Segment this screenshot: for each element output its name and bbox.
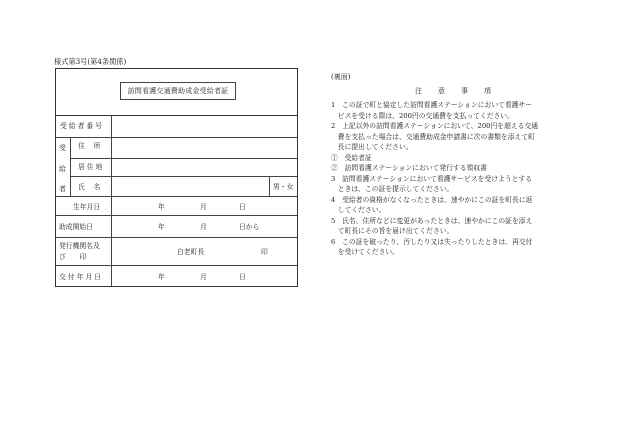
note-line: 長に提出してください。	[331, 143, 413, 151]
birth-year: 年	[158, 203, 165, 211]
name-label: 氏 名	[78, 183, 102, 191]
issuer-value: 白老町長	[177, 248, 205, 256]
column-divider	[269, 176, 270, 196]
row-divider	[56, 137, 297, 138]
back-side-label: (裏面)	[331, 73, 351, 81]
seal-mark: 印	[261, 248, 268, 256]
start-year: 年	[158, 223, 165, 231]
birth-day: 日	[239, 203, 246, 211]
note-line: してください。	[331, 206, 386, 214]
notes-title: 注意事項	[415, 87, 507, 95]
issuer-label-line2: び 印	[59, 253, 87, 261]
issue-month: 月	[200, 273, 207, 281]
birth-month: 月	[200, 203, 207, 211]
recipient-group-label-1: 受	[59, 144, 66, 152]
note-line: 3 訪問看護ステーションにおいて看護サービスを受けようとする	[331, 174, 533, 183]
note-line: 6 この証を破ったり、汚したり又は失ったりしたときは、再交付	[331, 237, 533, 246]
form-number: 様式第3号(第4条関係)	[54, 57, 127, 66]
start-month: 月	[200, 223, 207, 231]
note-line: ときは、この証を提示してください。	[331, 185, 454, 193]
issue-year: 年	[158, 273, 165, 281]
residence-label: 居住地	[78, 163, 105, 171]
column-divider	[111, 115, 112, 286]
note-line: 費を支払った場合は、交通費助成金申請書に次の書類を添えて町	[331, 132, 535, 141]
row-divider	[56, 215, 297, 216]
note-line: て町長にその旨を届け出てください。	[331, 227, 454, 235]
card-title: 訪問看護交通費助成金受給者証	[120, 82, 236, 100]
notes-list	[331, 100, 581, 258]
start-date-label: 助成開始日	[59, 223, 93, 231]
card-title-cell	[56, 69, 297, 116]
recipient-number-label: 受給者番号	[60, 122, 104, 130]
issuer-label-line1: 発行機関名及	[59, 242, 100, 250]
note-line: ② 訪問看護ステーションにおいて発行する領収書	[331, 164, 487, 172]
note-line: ビスを受ける際は、200円の交通費を支払ってください。	[331, 111, 514, 120]
note-line: ① 受給者証	[331, 153, 372, 162]
row-divider	[70, 158, 297, 159]
note-line: 5 氏名、住所などに変更があったときは、速やかにこの証を添え	[331, 216, 533, 225]
row-divider	[56, 237, 297, 238]
gender-value: 男・女	[273, 183, 294, 191]
issue-date-label: 交付年月日	[59, 273, 103, 281]
note-line: 1 この証で町と協定した訪問看護ステーションにおいて看護サー	[331, 101, 533, 109]
row-divider	[56, 265, 297, 266]
note-line: 2 上記以外の訪問看護ステーションにおいて、200円を超える交通	[331, 122, 539, 130]
address-label: 住 所	[78, 142, 102, 150]
row-divider	[56, 196, 297, 197]
issue-day: 日	[239, 273, 246, 281]
start-day: 日から	[239, 223, 260, 231]
column-divider	[70, 137, 71, 196]
row-divider	[70, 176, 297, 177]
recipient-card	[55, 68, 298, 287]
note-line: 4 受給者の資格がなくなったときは、速やかにこの証を町長に返	[331, 195, 533, 204]
recipient-group-label-2: 給	[59, 165, 66, 173]
birth-date-label: 生年月日	[73, 203, 101, 211]
recipient-group-label-3: 者	[59, 185, 66, 193]
note-line: を受けてください。	[331, 248, 399, 256]
